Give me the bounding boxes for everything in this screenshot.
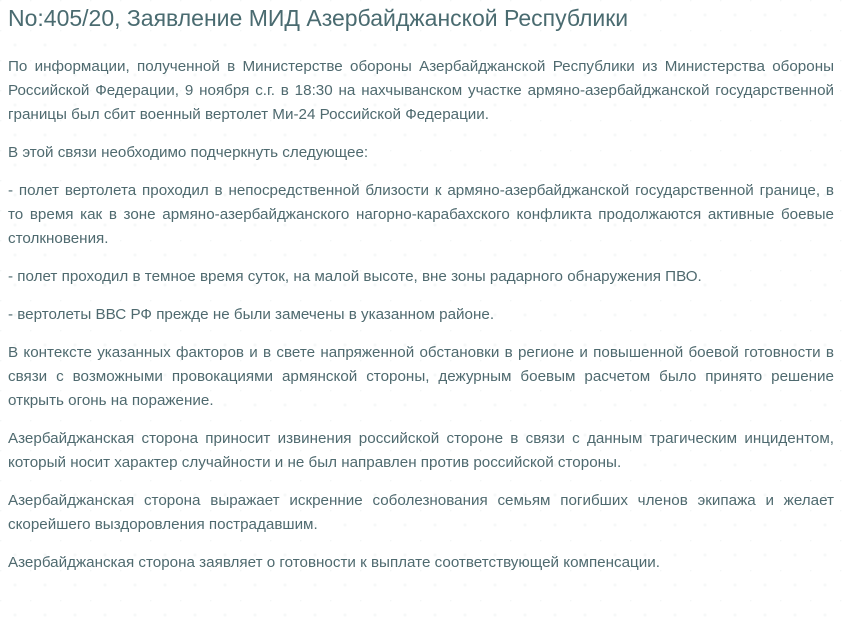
paragraph-5: - вертолеты ВВС РФ прежде не были замечены в указанном районе. bbox=[8, 306, 495, 323]
paragraph-8: Азербайджанская сторона выражает искренние соболезнования семьям погибших членов экипажа и желает скорейшего выздоровления пострадавшим. bbox=[8, 492, 834, 533]
statement-title: No:405/20, Заявление МИД Азербайджанской Республики bbox=[8, 5, 629, 31]
statement-body bbox=[8, 55, 834, 589]
paragraph-4: - полет проходил в темное время суток, на малой высоте, вне зоны радарного обнаружения ПВО. bbox=[8, 268, 702, 285]
paragraph-1: По информации, полученной в Министерстве обороны Азербайджанской Республики из Министерства обороны Российской Федерации, 9 ноября с.г. в 18:30 на нахчыванском участке армяно-азербайджанской государственной границы был сбит военный вертолет Ми-24 Российской Федерации. bbox=[8, 58, 834, 123]
paragraph-2: В этой связи необходимо подчеркнуть следующее: bbox=[8, 144, 369, 161]
paragraph-3: - полет вертолета проходил в непосредственной близости к армяно-азербайджанской государственной границе, в то время как в зоне армяно-азербайджанского нагорно-карабахского конфликта продолжаются активные боевые столкновения. bbox=[8, 182, 834, 247]
paragraph-7: Азербайджанская сторона приносит извинения российской стороне в связи с данным трагическим инцидентом, который носит характер случайности и не был направлен против российской стороны. bbox=[8, 430, 834, 471]
paragraph-6: В контексте указанных факторов и в свете напряженной обстановки в регионе и повышенной боевой готовности в связи с возможными провокациями армянской стороны, дежурным боевым расчетом было принято решение открыть огонь на поражение. bbox=[8, 344, 834, 409]
paragraph-9: Азербайджанская сторона заявляет о готовности к выплате соответствующей компенсации. bbox=[8, 554, 660, 571]
